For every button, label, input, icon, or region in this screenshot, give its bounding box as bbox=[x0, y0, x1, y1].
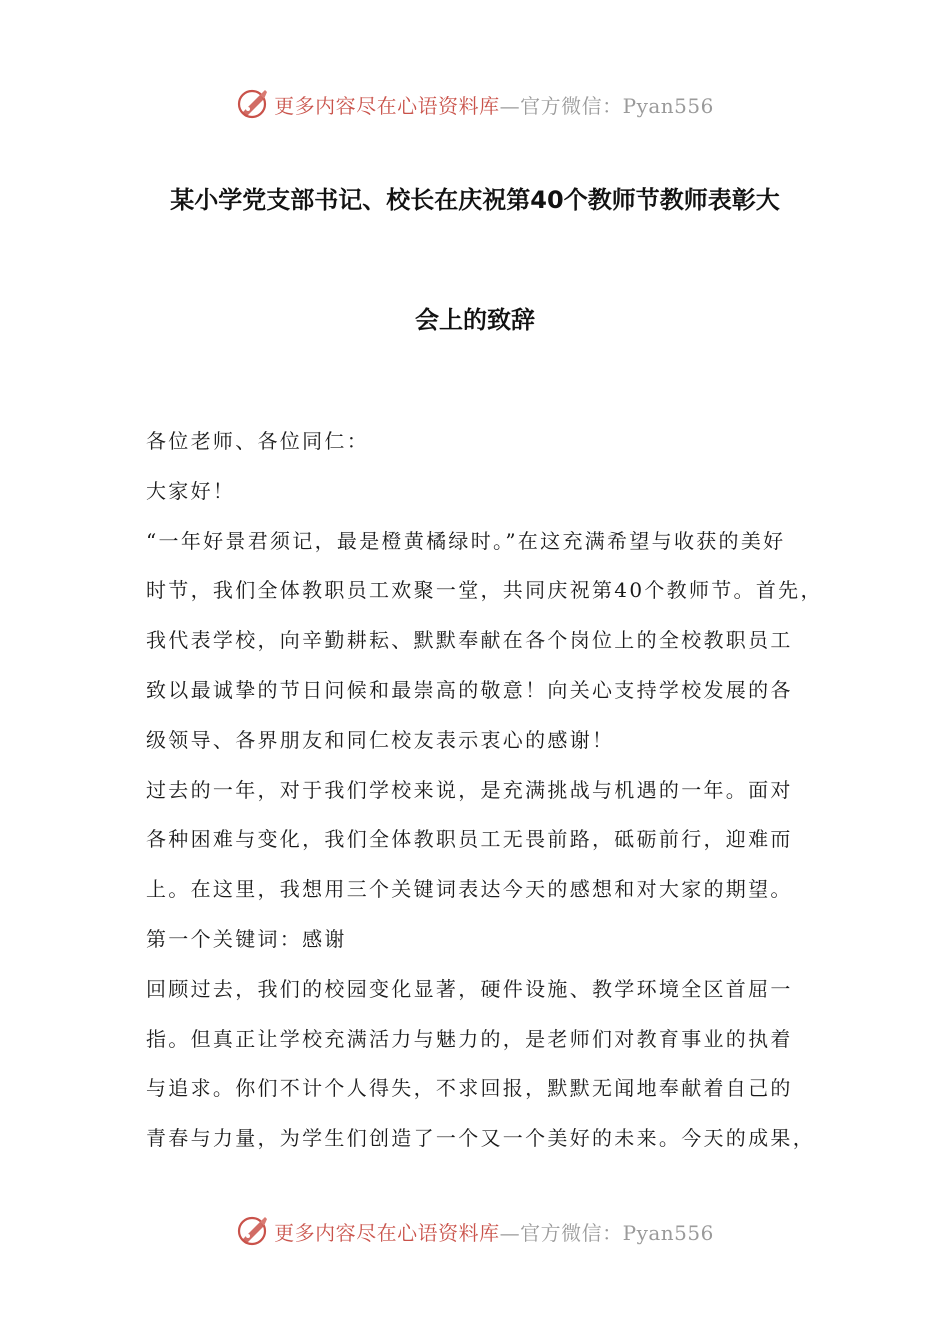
body-line: “一年好景君须记，最是橙黄橘绿时。”在这充满希望与收获的美好 bbox=[146, 528, 786, 553]
body-line: 与追求。你们不计个人得失，不求回报，默默无闻地奉献着自己的 bbox=[146, 1076, 793, 1101]
body-line: 回顾过去，我们的校园变化显著，硬件设施、教学环境全区首屈一 bbox=[146, 976, 793, 1001]
body-line: 各位老师、各位同仁： bbox=[146, 429, 369, 453]
body-line: 级领导、各界朋友和同仁校友表示衷心的感谢！ bbox=[146, 727, 615, 752]
body-line: 第一个关键词：感谢 bbox=[146, 926, 347, 951]
watermark-footer bbox=[0, 1211, 950, 1251]
body-line: 过去的一年，对于我们学校来说，是充满挑战与机遇的一年。面对 bbox=[146, 777, 793, 802]
body-line: 我代表学校，向辛勤耕耘、默默奉献在各个岗位上的全校教职员工 bbox=[146, 628, 793, 653]
pen-logo-icon bbox=[236, 1214, 270, 1248]
watermark-text: 更多内容尽在心语资料库—官方微信：Pyan556 bbox=[274, 93, 714, 118]
watermark-header bbox=[0, 84, 950, 124]
body-line: 时节，我们全体教职员工欢聚一堂，共同庆祝第40个教师节。首先， bbox=[146, 578, 823, 603]
body-line: 大家好！ bbox=[146, 478, 236, 503]
body-line: 各种困难与变化，我们全体教职员工无畏前路，砥砺前行，迎难而 bbox=[146, 827, 793, 852]
body-line: 指。但真正让学校充满活力与魅力的，是老师们对教育事业的执着 bbox=[146, 1026, 793, 1051]
pen-logo-icon bbox=[236, 87, 270, 121]
body-line: 青春与力量，为学生们创造了一个又一个美好的未来。今天的成果， bbox=[146, 1126, 815, 1151]
watermark-text: 更多内容尽在心语资料库—官方微信：Pyan556 bbox=[274, 1220, 714, 1245]
body-line: 上。在这里，我想用三个关键词表达今天的感想和对大家的期望。 bbox=[146, 877, 793, 902]
document-title-line-2: 会上的致辞 bbox=[415, 306, 535, 334]
body-line: 致以最诚挚的节日问候和最崇高的敬意！向关心支持学校发展的各 bbox=[146, 677, 793, 702]
document-title-line-1: 某小学党支部书记、校长在庆祝第40个教师节教师表彰大 bbox=[170, 186, 780, 214]
document-body bbox=[146, 417, 826, 1164]
